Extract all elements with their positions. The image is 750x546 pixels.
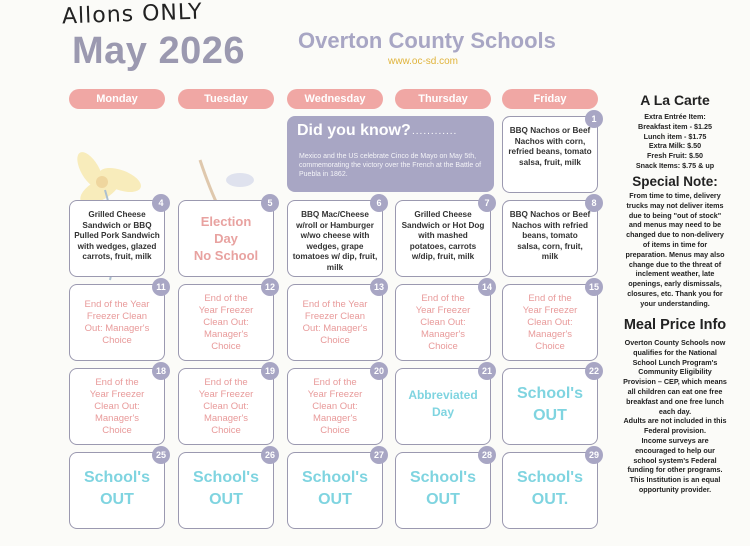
calendar-day-25: [69, 452, 165, 529]
day-header-wednesday: Wednesday: [287, 89, 383, 109]
day-menu-text: [400, 293, 486, 353]
calendar-day-21: [395, 368, 491, 445]
sidebar-line: Extra Entrée Item:: [644, 112, 706, 121]
menu-line: Choice: [211, 341, 241, 352]
menu-line: refried beans, tomato: [508, 147, 592, 156]
menu-line: Choice: [428, 341, 458, 352]
menu-line: End of the: [528, 293, 572, 304]
menu-line: BBQ Nachos or Beef: [509, 210, 591, 219]
sidebar-line: closures, etc. Thank you for: [627, 288, 723, 298]
day-number-badge: 12: [261, 278, 279, 296]
calendar-day-13: [287, 284, 383, 361]
day-menu-text: [507, 293, 593, 353]
calendar-day-8: [502, 200, 598, 277]
menu-line: w/dip, fruit, milk: [411, 252, 475, 261]
sidebar-line: Fresh Fruit: $.50: [647, 151, 703, 161]
day-number-badge: 14: [478, 278, 496, 296]
sidebar-line: encouraged to help our: [635, 445, 715, 455]
day-menu-text: [179, 467, 273, 511]
menu-line: Clean Out:: [420, 317, 466, 328]
menu-line: OUT: [100, 491, 134, 508]
day-menu-text: [292, 210, 378, 273]
day-menu-text: [292, 299, 378, 347]
day-number-badge: 18: [152, 362, 170, 380]
special-note-text: [604, 191, 746, 309]
day-menu-text: [400, 210, 486, 263]
menu-line: potatoes, carrots: [409, 241, 477, 251]
calendar-day-5: [178, 200, 274, 277]
day-number-badge: 27: [370, 446, 388, 464]
sidebar-line: This Institution is an equal: [629, 475, 721, 485]
day-number-badge: 1: [585, 110, 603, 128]
day-header-tuesday: Tuesday: [178, 89, 274, 109]
menu-line: End of the: [313, 377, 357, 388]
calendar-day-14: [395, 284, 491, 361]
menu-line: End of the: [421, 293, 465, 304]
a-la-carte-section: [604, 92, 746, 171]
day-menu-text: [507, 126, 593, 168]
did-you-know-title: Did you know?: [297, 122, 411, 139]
menu-line: OUT: [533, 407, 567, 424]
day-number-badge: 29: [585, 446, 603, 464]
special-note-section: [604, 174, 746, 309]
menu-line: Freezer Clean: [304, 311, 366, 322]
menu-line: milk: [541, 252, 559, 261]
menu-line: Choice: [102, 425, 132, 436]
sidebar-line: trucks may not deliver items: [626, 200, 724, 210]
sidebar-line: due to being "out of stock": [628, 210, 722, 220]
menu-line: Grilled Cheese: [414, 210, 472, 219]
day-number-badge: 28: [478, 446, 496, 464]
day-menu-text: [507, 210, 593, 263]
calendar-day-27: [287, 452, 383, 529]
day-menu-text: [183, 293, 269, 353]
sidebar-line: inclement weather, late: [635, 269, 715, 279]
menu-line: End of the Year: [84, 299, 150, 310]
sidebar-line: school system's Federal: [633, 455, 717, 465]
school-name: Overton County Schools: [298, 28, 556, 53]
menu-line: milk: [326, 262, 344, 272]
calendar-day-12: [178, 284, 274, 361]
calendar-day-19: [178, 368, 274, 445]
menu-line: School's: [83, 469, 151, 486]
day-number-badge: 13: [370, 278, 388, 296]
menu-line: Election: [200, 214, 252, 229]
day-menu-text: [70, 467, 164, 511]
menu-line: carrots, fruit, milk: [82, 252, 152, 261]
menu-line: Day: [431, 405, 454, 419]
day-menu-text: [74, 210, 160, 263]
calendar-day-22: [502, 368, 598, 445]
handwritten-note: Allons ONLY: [61, 0, 204, 30]
menu-line: School's: [301, 469, 369, 486]
school-url[interactable]: www.oc-sd.com: [388, 56, 459, 67]
menu-line: Clean Out:: [203, 317, 249, 328]
menu-line: Year Freezer: [89, 389, 145, 400]
calendar-day-18: [69, 368, 165, 445]
sidebar-line: Lunch item - $1.75: [643, 131, 707, 141]
special-note-title: Special Note:: [632, 174, 718, 189]
menu-line: Year Freezer: [198, 389, 254, 400]
menu-line: End of the: [95, 377, 139, 388]
menu-line: w/wo cheese with: [300, 231, 370, 240]
menu-line: Year Freezer: [522, 305, 578, 316]
calendar-day-29: [502, 452, 598, 529]
sidebar-line: Provision – CEP, which means: [623, 377, 727, 387]
menu-line: Clean Out:: [203, 401, 249, 412]
sidebar-line: funding for other programs.: [627, 465, 723, 475]
did-you-know-text: Mexico and the US celebrate Cinco de Mayo on May 5th, commemorating the victory over the French at the Battle of Puebla in 1862.: [299, 153, 482, 178]
day-header-thursday: Thursday: [395, 89, 491, 109]
sidebar-line: openings, early dismissals,: [628, 279, 722, 289]
day-number-badge: 11: [152, 278, 170, 296]
sidebar-line: your understanding.: [640, 298, 710, 308]
menu-line: OUT: [318, 491, 352, 508]
day-number-badge: 15: [585, 278, 603, 296]
day-menu-text: [288, 467, 382, 511]
day-number-badge: 8: [585, 194, 603, 212]
day-menu-text: [503, 383, 597, 427]
calendar-day-15: [502, 284, 598, 361]
calendar-day-4: [69, 200, 165, 277]
menu-line: wedges, grape: [306, 241, 364, 251]
meal-price-section: [604, 317, 746, 495]
day-menu-text: [396, 467, 490, 511]
menu-line: Abbreviated: [408, 388, 478, 402]
menu-line: Manager's: [203, 413, 249, 424]
sidebar-line: qualifies for the National: [633, 347, 717, 357]
menu-line: Manager's: [312, 413, 358, 424]
menu-line: School's: [516, 385, 584, 402]
a-la-carte-list: [604, 112, 746, 171]
menu-line: Year Freezer: [415, 305, 471, 316]
sidebar-line: Community Eligibility: [638, 367, 712, 377]
menu-line: with wedges, glazed: [77, 241, 157, 251]
menu-line: Choice: [320, 425, 350, 436]
menu-line: Year Freezer: [307, 389, 363, 400]
day-menu-text: [74, 377, 160, 437]
menu-line: with mashed: [418, 231, 468, 240]
menu-line: Nachos with corn,: [514, 136, 586, 146]
sidebar-line: Overton County Schools now: [624, 338, 726, 347]
day-number-badge: 4: [152, 194, 170, 212]
meal-price-title: Meal Price Info: [623, 317, 727, 333]
menu-line: Clean Out:: [312, 401, 358, 412]
menu-line: Sandwich or BBQ: [82, 220, 152, 230]
day-menu-text: [396, 387, 490, 421]
sidebar-line: and menus may need to be: [628, 220, 722, 230]
menu-line: School's: [516, 469, 584, 486]
menu-line: Sandwich or Hot Dog: [401, 220, 485, 230]
menu-line: Day: [214, 231, 238, 246]
sidebar-line: breakfast and one free lunch: [626, 396, 724, 406]
sidebar-line: of items in time for: [642, 239, 708, 249]
day-menu-text: [503, 467, 597, 511]
menu-line: Manager's: [527, 329, 573, 340]
menu-line: Year Freezer: [198, 305, 254, 316]
menu-line: OUT: [426, 491, 460, 508]
day-number-badge: 25: [152, 446, 170, 464]
menu-line: Out: Manager's: [302, 323, 368, 334]
menu-line: tomatoes w/ dip, fruit,: [292, 252, 378, 261]
menu-line: Clean Out:: [94, 401, 140, 412]
day-number-badge: 5: [261, 194, 279, 212]
menu-line: OUT.: [531, 491, 569, 508]
calendar-day-26: [178, 452, 274, 529]
menu-line: School's: [409, 469, 477, 486]
a-la-carte-title: A La Carte: [640, 92, 710, 108]
month-title: May 2026: [72, 30, 246, 72]
sidebar-line: change due to the threat of: [628, 259, 722, 269]
menu-line: End of the: [204, 377, 248, 388]
day-menu-text: [183, 377, 269, 437]
day-menu-text: [74, 299, 160, 347]
menu-line: Out: Manager's: [84, 323, 150, 334]
sidebar-line: Breakfast item - $1.25: [638, 121, 712, 131]
sidebar-line: opportunity provider.: [638, 484, 712, 494]
sidebar-line: all children can eat one free: [627, 386, 723, 396]
menu-line: Nachos with refried: [512, 220, 588, 230]
menu-line: Freezer Clean: [86, 311, 148, 322]
did-you-know-dots: ............: [412, 126, 458, 137]
day-menu-text: [183, 213, 269, 264]
day-number-badge: 26: [261, 446, 279, 464]
sidebar-line: preparation. Menus may also: [625, 249, 725, 259]
day-header-monday: Monday: [69, 89, 165, 109]
calendar-day-20: [287, 368, 383, 445]
menu-line: End of the: [204, 293, 248, 304]
sidebar-line: Income surveys are: [641, 435, 709, 445]
menu-line: School's: [192, 469, 260, 486]
sidebar-line: Adults are not included in this: [623, 416, 727, 426]
sidebar-line: each day.: [658, 406, 692, 416]
day-number-badge: 20: [370, 362, 388, 380]
sidebar-line: School Lunch Program's: [632, 357, 718, 367]
calendar-day-28: [395, 452, 491, 529]
menu-line: Manager's: [420, 329, 466, 340]
did-you-know-box: [287, 116, 494, 192]
day-header-friday: Friday: [502, 89, 598, 109]
day-number-badge: 6: [370, 194, 388, 212]
menu-line: Choice: [320, 335, 350, 346]
menu-line: End of the Year: [302, 299, 368, 310]
day-number-badge: 21: [478, 362, 496, 380]
menu-line: w/roll or Hamburger: [296, 220, 374, 230]
menu-line: No School: [193, 248, 259, 263]
menu-line: Choice: [535, 341, 565, 352]
menu-line: Pulled Pork Sandwich: [74, 231, 160, 240]
menu-line: beans, tomato: [522, 231, 578, 240]
menu-line: Clean Out:: [527, 317, 573, 328]
day-menu-text: [292, 377, 378, 437]
menu-line: Choice: [102, 335, 132, 346]
sidebar-line: From time to time, delivery: [629, 191, 721, 200]
menu-line: Manager's: [94, 413, 140, 424]
meal-price-text: [604, 338, 746, 495]
menu-line: Choice: [211, 425, 241, 436]
menu-line: BBQ Mac/Cheese: [301, 210, 369, 219]
calendar-day-6: [287, 200, 383, 277]
calendar-day-7: [395, 200, 491, 277]
sidebar-line: changed due to non-delivery: [626, 230, 724, 240]
menu-line: salsa, corn, fruit,: [517, 241, 583, 251]
calendar-day-1: [502, 116, 598, 193]
menu-line: OUT: [209, 491, 243, 508]
sidebar-line: Snack Items: $.75 & up: [635, 160, 715, 170]
day-number-badge: 19: [261, 362, 279, 380]
day-number-badge: 7: [478, 194, 496, 212]
sidebar-line: Extra Milk: $.50: [648, 141, 702, 151]
menu-line: Grilled Cheese: [88, 210, 146, 219]
menu-line: salsa, fruit, milk: [519, 157, 581, 167]
day-number-badge: 22: [585, 362, 603, 380]
sidebar-line: Federal provision.: [644, 426, 706, 436]
menu-line: Manager's: [203, 329, 249, 340]
calendar-day-11: [69, 284, 165, 361]
menu-line: BBQ Nachos or Beef: [509, 126, 591, 135]
